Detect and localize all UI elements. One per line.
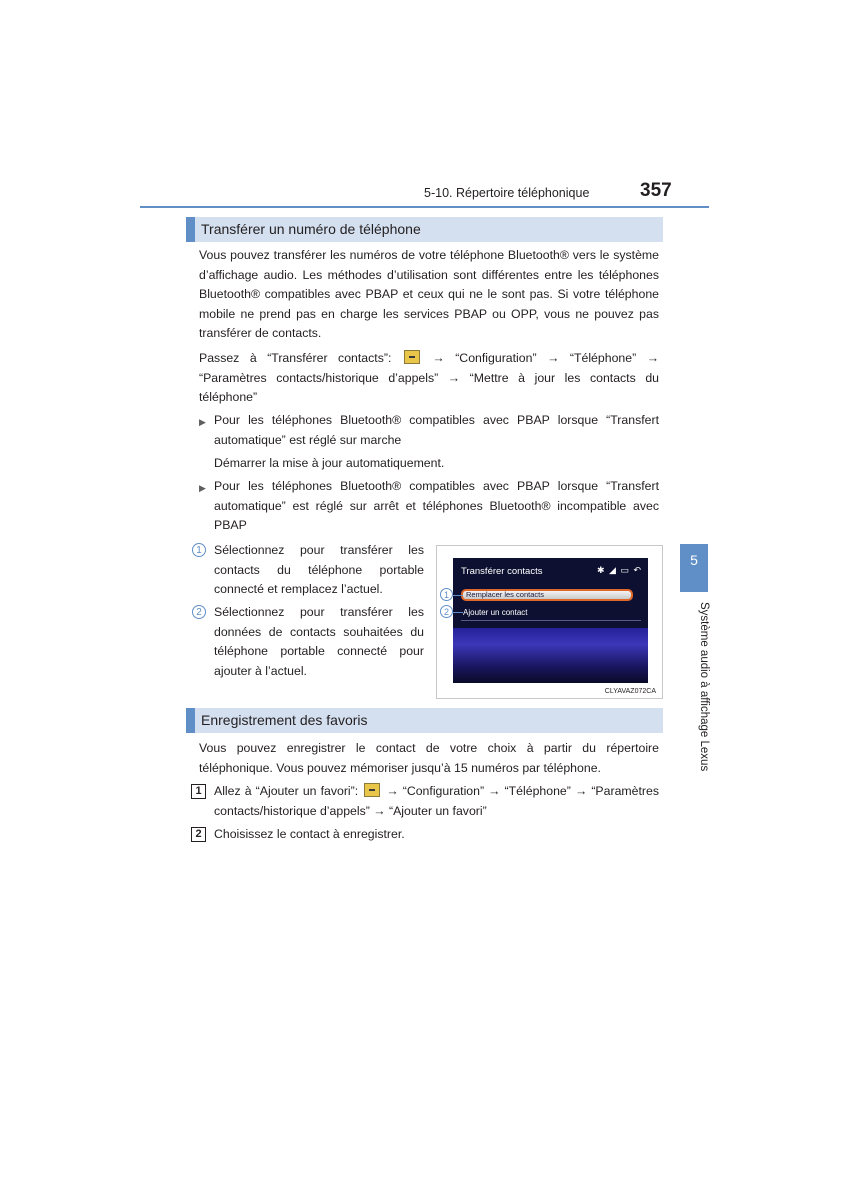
- figure-callout-1: 1: [440, 588, 453, 601]
- transfer-path-paragraph: [199, 349, 659, 408]
- callout-leader: [453, 612, 463, 613]
- bullet-auto-transfer-on: Pour les téléphones Bluetooth® compatibles avec PBAP lorsque “Transfert automatique” est réglé sur marche: [214, 413, 659, 447]
- callout-text-2: Sélectionnez pour transférer les données de contacts souhaitées du téléphone portable connecté pour ajouter à l’actuel.: [214, 605, 424, 678]
- triangle-bullet-icon: ▶: [199, 483, 206, 493]
- step-2-text: Choisissez le contact à enregistrer.: [214, 827, 405, 841]
- triangle-bullet-icon: ▶: [199, 417, 206, 427]
- chapter-number: 5: [690, 552, 698, 568]
- separator-line: [461, 620, 641, 621]
- step-number-2: 2: [191, 827, 206, 842]
- section-heading-transfer: [186, 217, 663, 242]
- page-number: 357: [640, 180, 672, 201]
- chapter-tab: [680, 544, 708, 592]
- header-rule: [140, 206, 709, 208]
- bullet-note: Démarrer la mise à jour automatiquement.: [214, 456, 445, 470]
- section-title: Transférer un numéro de téléphone: [201, 221, 421, 237]
- chapter-title: Système audio à affichage Lexus: [698, 602, 710, 772]
- figure-callout-2: 2: [440, 605, 453, 618]
- running-header-section: 5-10. Répertoire téléphonique: [424, 186, 590, 200]
- step-1-suffix: → “Configuration” → “Téléphone” → “Paramètres contacts/historique d’appels” → “Ajouter un favori”: [214, 784, 659, 818]
- path-suffix: → “Configuration” → “Téléphone” → “Paramètres contacts/historique d’appels” → “Mettre à jour les contacts du téléphone”: [199, 351, 659, 404]
- callout-number-1: 1: [192, 543, 206, 557]
- status-icons: ✱ ◢ ▭ ↶: [596, 565, 642, 575]
- replace-contacts-option[interactable]: [461, 589, 633, 601]
- screen-title: Transférer contacts: [461, 566, 543, 577]
- callout-leader: [453, 595, 463, 596]
- screen-figure: [436, 545, 663, 699]
- bullet-auto-transfer-off: Pour les téléphones Bluetooth® compatibles avec PBAP lorsque “Transfert automatique” est réglé sur arrêt et téléphones Bluetooth® incompatible avec PBAP: [214, 479, 659, 532]
- decorative-band: [453, 628, 648, 683]
- favorites-intro-paragraph: Vous pouvez enregistrer le contact de votre choix à partir du répertoire téléphonique. Vous pouvez mémoriser jusqu’à 15 numéros par téléphone.: [199, 741, 659, 775]
- menu-button-icon: [364, 783, 380, 797]
- step-number-1: 1: [191, 784, 206, 799]
- option-label: Remplacer les contacts: [466, 590, 544, 599]
- add-contact-option[interactable]: Ajouter un contact: [463, 608, 528, 617]
- section-title: Enregistrement des favoris: [201, 712, 368, 728]
- callout-text-1: Sélectionnez pour transférer les contacts du téléphone portable connecté et remplacez l’actuel.: [214, 543, 424, 596]
- figure-code: CLYAVAZ072CA: [604, 688, 656, 695]
- transfer-intro-paragraph: Vous pouvez transférer les numéros de votre téléphone Bluetooth® vers le système d’affichage audio. Les méthodes d’utilisation sont différentes entre les téléphones Bluetooth® compatibles avec PBAP et ceux qui ne le sont pas. Si votre téléphone mobile ne prend pas en charge les services PBAP ou OPP, vous ne pouvez pas transférer de contacts.: [199, 248, 659, 340]
- display-screen: [453, 558, 648, 683]
- menu-button-icon: [404, 350, 420, 364]
- step-1-prefix: Allez à “Ajouter un favori”:: [214, 784, 359, 798]
- path-prefix: Passez à “Transférer contacts”:: [199, 351, 392, 365]
- callout-number-2: 2: [192, 605, 206, 619]
- step-1-text: [214, 782, 659, 821]
- section-heading-favorites: [186, 708, 663, 733]
